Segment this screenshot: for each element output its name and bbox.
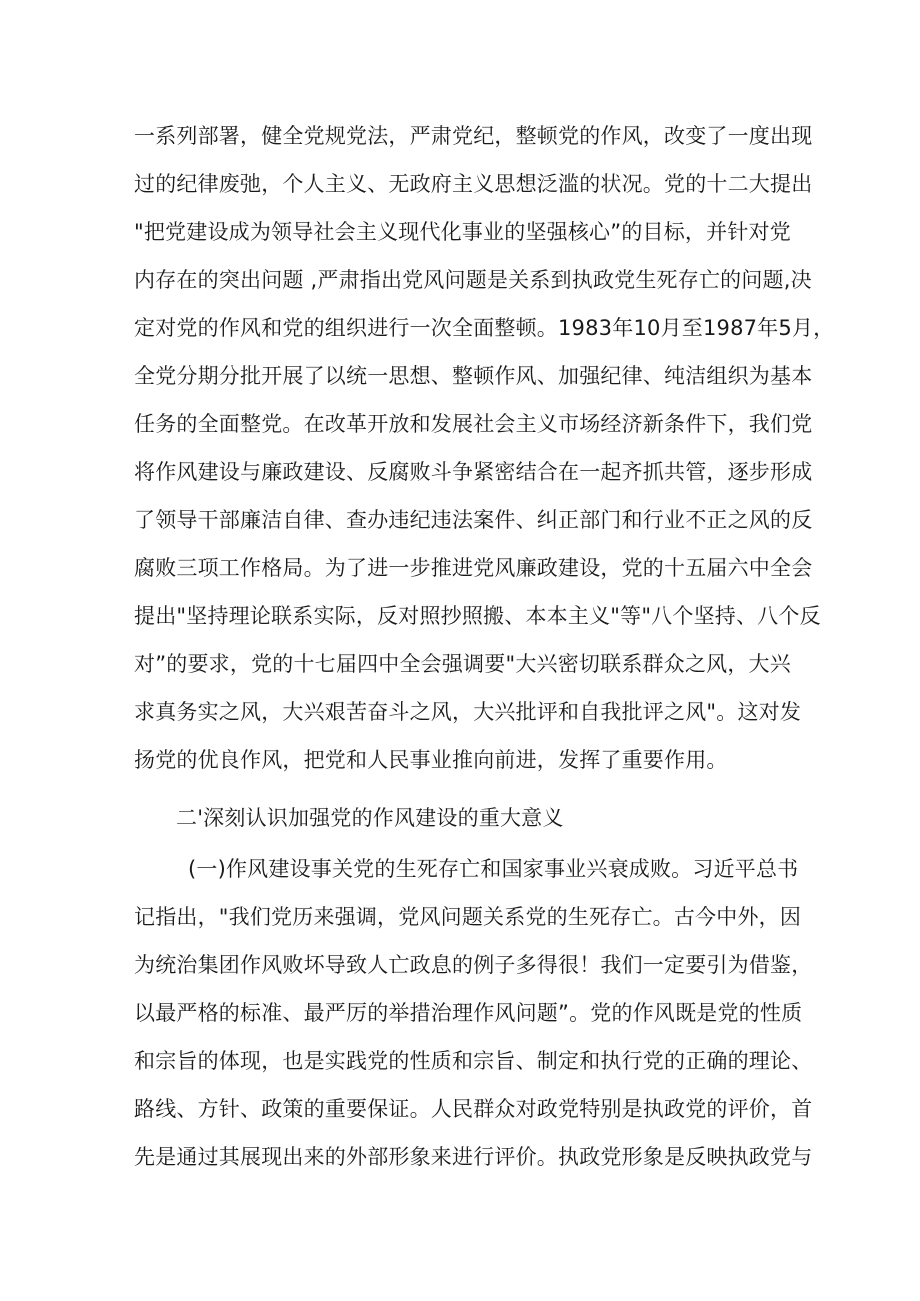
text-line: 过的纪律废弛，个人主义、无政府主义思想泛滥的状况。党的十二大提出 (134, 172, 813, 196)
text-line: 对”的要求，党的十七届四中全会强调要"大兴密切联系群众之风，大兴 (134, 652, 791, 676)
text-line-first: (一)作风建设事关党的生死存亡和国家事业兴衰成败。习近平总书 (188, 857, 799, 881)
text-line: 任务的全面整党。在改革开放和发展社会主义市场经济新条件下，我们党 (134, 412, 813, 436)
text-line: 全党分期分批开展了以统一思想、整顿作风、加强纪律、纯洁组织为基本 (134, 364, 813, 388)
text-line: 为统治集团作风败坏导致人亡政息的例子多得很！我们一定要引为借鉴， (134, 953, 813, 977)
text-line: 腐败三项工作格局。为了进一步推进党风廉政建设，党的十五届六中全会 (134, 556, 813, 580)
text-line: 和宗旨的体现，也是实践党的性质和宗旨、制定和执行党的正确的理论、 (134, 1049, 813, 1073)
text-line: 内存在的突出问题 ,严肃指出党风问题是关系到执政党生死存亡的问题,决 (134, 268, 812, 292)
text-line: 了领导干部廉洁自律、查办违纪违法案件、纠正部门和行业不正之风的反 (134, 508, 813, 532)
text-line: 将作风建设与廉政建设、反腐败斗争紧密结合在一起齐抓共管，逐步形成 (134, 460, 813, 484)
text-line: 提出"坚持理论联系实际，反对照抄照搬、本本主义"等"八个坚持、八个反 (134, 604, 821, 628)
text-line: 先是通过其展现出来的外部形象来进行评价。执政党形象是反映执政党与 (134, 1145, 813, 1169)
text-line: "把党建设成为领导社会主义现代化事业的坚强核心”的目标，并针对党 (134, 220, 791, 244)
text-line: 求真务实之风，大兴艰苦奋斗之风，大兴批评和自我批评之风"。这对发 (134, 700, 802, 724)
text-line: 一系列部署，健全党规党法，严肃党纪，整顿党的作风，改变了一度出现 (134, 124, 813, 148)
section-heading: 二'深刻认识加强党的作风建设的重大意义 (176, 806, 564, 830)
text-line: 以最严格的标准、最严厉的举措治理作风问题”。党的作风既是党的性质 (134, 1001, 803, 1025)
text-line: 定对党的作风和党的组织进行一次全面整顿。1983年10月至1987年5月， (134, 316, 835, 340)
text-line: 记指出，"我们党历来强调，党风问题关系党的生死存亡。古今中外，因 (134, 905, 802, 929)
text-line-last: 扬党的优良作风，把党和人民事业推向前进，发挥了重要作用。 (134, 748, 728, 772)
text-line: 路线、方针、政策的重要保证。人民群众对政党特别是执政党的评价，首 (134, 1097, 813, 1121)
